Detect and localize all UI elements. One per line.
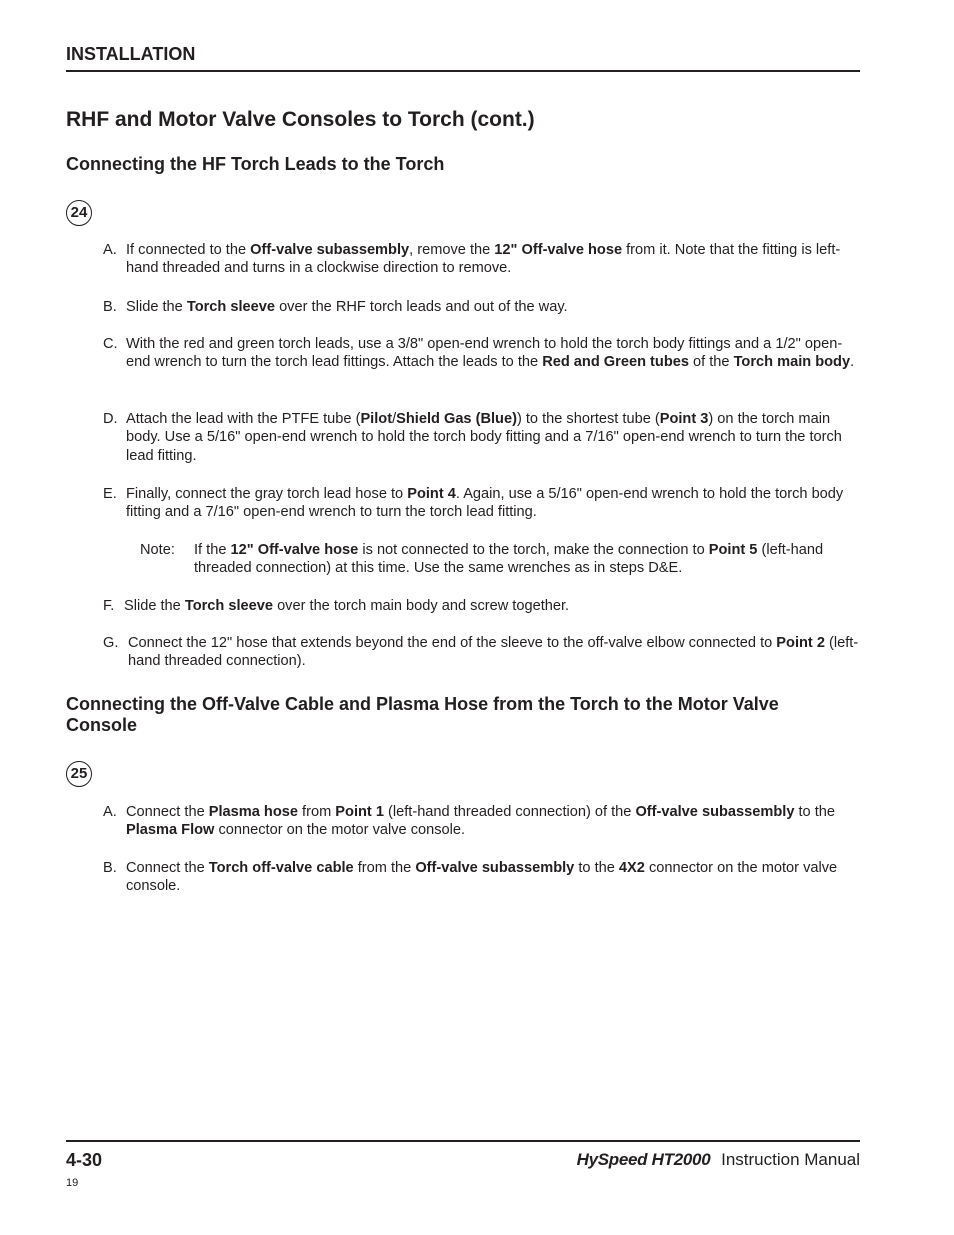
bold-term: Off-valve subassembly — [415, 860, 575, 876]
bold-term: Point 4 — [407, 486, 456, 502]
step-badge: 24 — [66, 200, 92, 226]
text-run: (left-hand threaded connection). — [128, 635, 859, 670]
manual-label: Instruction Manual — [721, 1150, 860, 1169]
item-text — [126, 241, 863, 278]
bold-term: Shield Gas (Blue) — [396, 411, 517, 427]
text-run: , remove the — [409, 242, 495, 258]
text-run: If the — [194, 542, 231, 558]
text-run: from — [298, 804, 336, 820]
list-item — [103, 859, 863, 896]
text-run: . Again, use a 5/16" open-end wrench to hold the torch body fitting and a 7/16" open-end wrench to turn the torch lead fitting. — [126, 486, 844, 521]
brand-name: HySpeed HT2000 — [576, 1150, 711, 1169]
text-run: Connect the — [126, 860, 209, 876]
bold-term: 12" Off-valve hose — [230, 542, 359, 558]
text-run: (left-hand threaded connection) at this time. Use the same wrenches as in steps D&E. — [194, 542, 824, 577]
text-run: With the red and green torch leads, use a 3/8" open-end wrench to hold the torch body fittings and a 1/2" open-end wrench to turn the torch lead fittings. Attach the leads to the — [126, 336, 843, 371]
section-heading: Connecting the Off-Valve Cable and Plasma Hose from the Torch to the Motor Valve Console — [66, 694, 779, 735]
list-item — [103, 298, 863, 316]
list-item — [103, 410, 863, 465]
text-run: to the — [794, 804, 836, 820]
list-item — [103, 335, 863, 372]
item-text — [126, 859, 863, 896]
note-label: Note: — [140, 542, 175, 558]
note-text — [194, 541, 860, 578]
item-text — [126, 335, 863, 372]
page-title: RHF and Motor Valve Consoles to Torch (cont.) — [66, 108, 535, 131]
section-label: INSTALLATION — [66, 44, 196, 64]
bold-term: Point 3 — [659, 411, 709, 427]
note — [140, 541, 860, 578]
bold-term: Plasma hose — [208, 804, 298, 820]
bold-term: Point 5 — [708, 542, 758, 558]
bold-term: Torch main body — [733, 354, 851, 371]
bold-term: Torch off-valve cable — [208, 860, 354, 876]
section-heading: Connecting the HF Torch Leads to the Torch — [66, 154, 445, 174]
text-run: If connected to the — [126, 242, 251, 258]
text-run: to the — [574, 860, 619, 876]
bold-term: Torch sleeve — [184, 598, 274, 614]
item-letter: B. — [103, 860, 117, 876]
item-text — [126, 485, 863, 522]
footer-small-number: 19 — [66, 1177, 79, 1189]
bold-term: Red and Green tubes — [542, 354, 689, 371]
bold-term: Point 1 — [335, 804, 384, 820]
footer-title — [577, 1150, 860, 1170]
list-item — [103, 634, 863, 671]
list-item — [103, 597, 863, 615]
text-run: . — [850, 354, 855, 371]
item-letter: C. — [103, 336, 118, 352]
item-letter: F. — [103, 598, 115, 614]
text-run: over the torch main body and screw together. — [273, 598, 570, 614]
bold-term: Off-valve subassembly — [635, 804, 795, 820]
item-letter: E. — [103, 486, 117, 502]
item-text — [126, 298, 863, 316]
item-letter: D. — [103, 411, 118, 427]
item-letter: A. — [103, 242, 117, 258]
text-run: Slide the — [124, 598, 185, 614]
bold-term: Off-valve subassembly — [250, 242, 410, 258]
item-text — [126, 803, 863, 840]
page-number: 4-30 — [66, 1150, 103, 1170]
item-text — [128, 634, 863, 671]
text-run: of the — [688, 354, 734, 371]
step-badge: 25 — [66, 761, 92, 787]
item-letter: G. — [103, 635, 119, 651]
list-item — [103, 241, 863, 278]
bold-term: Point 2 — [776, 635, 825, 651]
text-run: Connect the 12" hose that extends beyond the end of the sleeve to the off-valve elbow connected to — [128, 635, 777, 651]
text-run: / — [392, 411, 397, 427]
text-run: is not connected to the torch, make the connection to — [358, 542, 709, 558]
list-item — [103, 485, 863, 522]
item-text — [124, 597, 863, 615]
list-item — [103, 803, 863, 840]
footer-rule — [66, 1140, 860, 1142]
bold-term: 4X2 — [618, 860, 645, 876]
item-letter: A. — [103, 804, 117, 820]
text-run: connector on the motor valve console. — [214, 822, 466, 839]
bold-term: Plasma Flow — [126, 822, 215, 839]
text-run: ) on the torch main body. Use a 5/16" open-end wrench to hold the torch body fitting and a 7/16" open-end wrench to turn the torch lead fitting. — [126, 411, 842, 464]
text-run: from it. Note that the fitting is left-hand threaded and turns in a clockwise direction to remove. — [126, 242, 841, 277]
bold-term: Pilot — [360, 411, 393, 427]
text-run: from the — [353, 860, 416, 876]
text-run: Connect the — [126, 804, 209, 820]
text-run: Attach the lead with the PTFE tube ( — [126, 411, 361, 427]
text-run: ) to the shortest tube ( — [516, 411, 660, 427]
bold-term: Torch sleeve — [186, 299, 276, 315]
text-run: Slide the — [126, 299, 187, 315]
bold-term: 12" Off-valve hose — [494, 242, 623, 258]
text-run: over the RHF torch leads and out of the way. — [275, 299, 568, 315]
text-run: Finally, connect the gray torch lead hose to — [126, 486, 408, 502]
item-letter: B. — [103, 299, 117, 315]
header-rule — [66, 70, 860, 72]
text-run: connector on the motor valve console. — [126, 860, 838, 895]
item-text — [126, 410, 863, 465]
text-run: (left-hand threaded connection) of the — [383, 804, 636, 820]
